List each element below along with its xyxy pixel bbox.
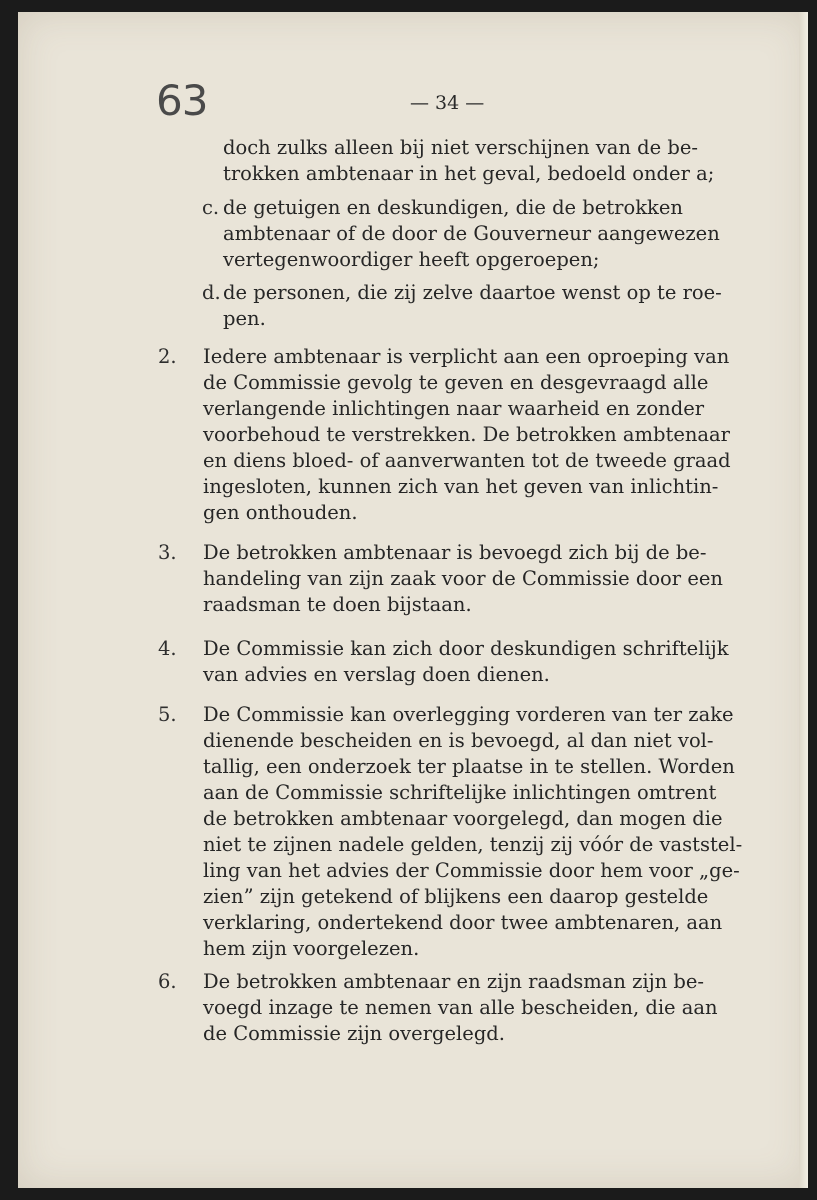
- item-2-line: ingesloten, kunnen zich van het geven van inlichtin-: [203, 475, 719, 498]
- subitem-c-line: vertegenwoordiger heeft opgeroepen;: [223, 248, 600, 271]
- item-marker-3: 3.: [158, 541, 177, 564]
- item-6-line: de Commissie zijn overgelegd.: [203, 1022, 505, 1045]
- item-4-line: De Commissie kan zich door deskundigen schriftelijk: [203, 637, 729, 660]
- page-edge: [799, 12, 808, 1188]
- handwritten-margin-note: 63: [156, 76, 208, 125]
- subitem-d-line: pen.: [223, 307, 266, 330]
- document-page: [18, 12, 808, 1188]
- item-2-line: verlangende inlichtingen naar waarheid en zonder: [203, 397, 705, 420]
- item-marker-5: 5.: [158, 703, 177, 726]
- item-marker-4: 4.: [158, 637, 177, 660]
- item-2-line: de Commissie gevolg te geven en desgevraagd alle: [203, 371, 709, 394]
- item-marker-6: 6.: [158, 970, 177, 993]
- subitem-marker-d: d.: [202, 281, 221, 304]
- subitem-marker-c: c.: [202, 196, 220, 219]
- item-5-line: hem zijn voorgelezen.: [203, 937, 420, 960]
- item-3-line: raadsman te doen bijstaan.: [203, 593, 472, 616]
- subitem-c-line: ambtenaar of de door de Gouverneur aangewezen: [223, 222, 720, 245]
- item-2-line: voorbehoud te verstrekken. De betrokken ambtenaar: [203, 423, 730, 446]
- continuation-line: doch zulks alleen bij niet verschijnen van de be-: [223, 136, 698, 159]
- item-5-line: aan de Commissie schriftelijke inlichtingen omtrent: [203, 781, 717, 804]
- item-5-line: ling van het advies der Commissie door hem voor „ge-: [203, 859, 740, 882]
- item-5-line: De Commissie kan overlegging vorderen van ter zake: [203, 703, 734, 726]
- item-5-line: dienende bescheiden en is bevoegd, al dan niet vol-: [203, 729, 714, 752]
- item-2-line: gen onthouden.: [203, 501, 358, 524]
- continuation-line: trokken ambtenaar in het geval, bedoeld onder a;: [223, 162, 715, 185]
- subitem-c-line: de getuigen en deskundigen, die de betrokken: [223, 196, 683, 219]
- item-5-line: de betrokken ambtenaar voorgelegd, dan mogen die: [203, 807, 723, 830]
- item-5-line: verklaring, ondertekend door twee ambtenaren, aan: [203, 911, 723, 934]
- item-6-line: voegd inzage te nemen van alle bescheiden, die aan: [203, 996, 718, 1019]
- item-2-line: en diens bloed- of aanverwanten tot de tweede graad: [203, 449, 731, 472]
- item-5-line: zien” zijn getekend of blijkens een daarop gestelde: [203, 885, 709, 908]
- subitem-d-line: de personen, die zij zelve daartoe wenst op te roe-: [223, 281, 722, 304]
- item-3-line: handeling van zijn zaak voor de Commissie door een: [203, 567, 723, 590]
- item-2-line: Iedere ambtenaar is verplicht aan een oproeping van: [203, 345, 730, 368]
- item-6-line: De betrokken ambtenaar en zijn raadsman zijn be-: [203, 970, 705, 993]
- item-3-line: De betrokken ambtenaar is bevoegd zich bij de be-: [203, 541, 707, 564]
- item-5-line: tallig, een onderzoek ter plaatse in te stellen. Worden: [203, 755, 735, 778]
- item-4-line: van advies en verslag doen dienen.: [203, 663, 550, 686]
- item-5-line: niet te zijnen nadele gelden, tenzij zij vóór de vaststel-: [203, 833, 743, 856]
- page-number: — 34 —: [410, 92, 485, 114]
- item-marker-2: 2.: [158, 345, 177, 368]
